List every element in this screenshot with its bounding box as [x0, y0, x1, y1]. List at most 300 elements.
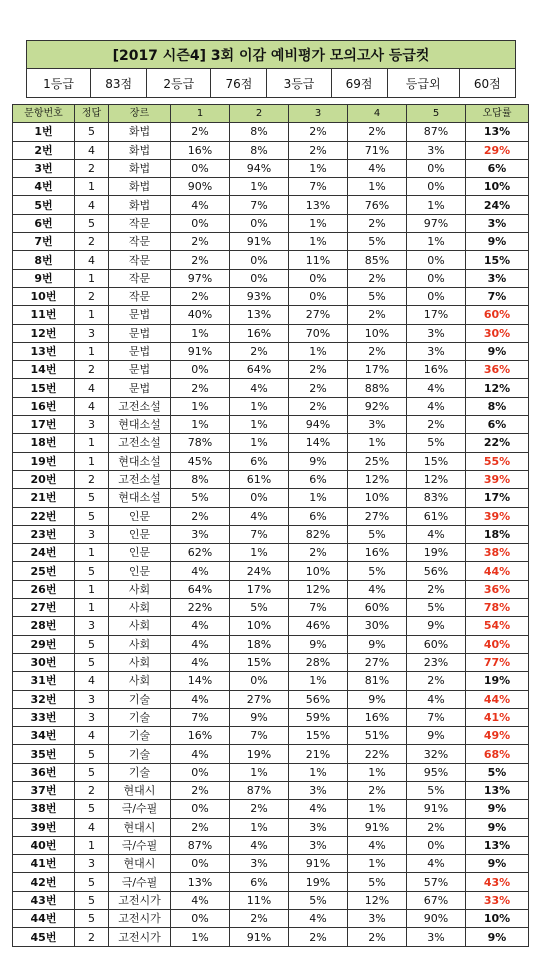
question-number: 38번 — [13, 800, 75, 818]
column-header-choice-3-rate: 3 — [289, 105, 348, 123]
question-number: 2번 — [13, 141, 75, 159]
choice-5-rate: 91% — [407, 800, 466, 818]
choice-2-rate: 64% — [230, 361, 289, 379]
choice-5-rate: 9% — [407, 727, 466, 745]
choice-4-rate: 9% — [348, 635, 407, 653]
choice-2-rate: 61% — [230, 470, 289, 488]
choice-1-rate: 5% — [171, 489, 230, 507]
genre: 문법 — [109, 379, 171, 397]
genre: 현대시 — [109, 818, 171, 836]
question-number: 22번 — [13, 507, 75, 525]
genre: 작문 — [109, 251, 171, 269]
grade-out-score: 60점 — [459, 69, 515, 98]
answer-rate-table — [12, 104, 529, 947]
choice-5-rate: 0% — [407, 269, 466, 287]
choice-4-rate: 27% — [348, 653, 407, 671]
choice-2-rate: 0% — [230, 214, 289, 232]
choice-4-rate: 10% — [348, 324, 407, 342]
choice-2-rate: 5% — [230, 599, 289, 617]
choice-3-rate: 21% — [289, 745, 348, 763]
choice-2-rate: 2% — [230, 800, 289, 818]
genre: 극/수필 — [109, 800, 171, 818]
choice-5-rate: 3% — [407, 324, 466, 342]
correct-answer: 4 — [75, 141, 109, 159]
question-number: 12번 — [13, 324, 75, 342]
genre: 작문 — [109, 287, 171, 305]
choice-4-rate: 92% — [348, 397, 407, 415]
correct-answer: 4 — [75, 818, 109, 836]
choice-5-rate: 67% — [407, 891, 466, 909]
choice-1-rate: 90% — [171, 178, 230, 196]
choice-1-rate: 22% — [171, 599, 230, 617]
genre: 문법 — [109, 361, 171, 379]
choice-2-rate: 6% — [230, 452, 289, 470]
error-rate: 13% — [466, 836, 529, 854]
choice-5-rate: 4% — [407, 397, 466, 415]
column-header-choice-5-rate: 5 — [407, 105, 466, 123]
grade-2-label: 2등급 — [147, 69, 211, 98]
table-row — [13, 489, 529, 507]
table-row — [13, 855, 529, 873]
genre: 현대시 — [109, 781, 171, 799]
choice-2-rate: 7% — [230, 727, 289, 745]
choice-2-rate: 1% — [230, 544, 289, 562]
choice-4-rate: 30% — [348, 617, 407, 635]
table-row — [13, 562, 529, 580]
choice-2-rate: 15% — [230, 653, 289, 671]
table-row — [13, 800, 529, 818]
correct-answer: 5 — [75, 507, 109, 525]
correct-answer: 4 — [75, 251, 109, 269]
correct-answer: 1 — [75, 342, 109, 360]
choice-2-rate: 13% — [230, 306, 289, 324]
choice-3-rate: 0% — [289, 269, 348, 287]
question-number: 40번 — [13, 836, 75, 854]
choice-3-rate: 13% — [289, 196, 348, 214]
table-row — [13, 617, 529, 635]
choice-5-rate: 5% — [407, 599, 466, 617]
question-number: 25번 — [13, 562, 75, 580]
choice-5-rate: 23% — [407, 653, 466, 671]
choice-4-rate: 1% — [348, 855, 407, 873]
choice-5-rate: 0% — [407, 178, 466, 196]
choice-4-rate: 71% — [348, 141, 407, 159]
choice-2-rate: 93% — [230, 287, 289, 305]
choice-4-rate: 5% — [348, 525, 407, 543]
grade-cut-header — [26, 40, 516, 98]
error-rate: 29% — [466, 141, 529, 159]
choice-5-rate: 95% — [407, 763, 466, 781]
genre: 현대소설 — [109, 489, 171, 507]
genre: 화법 — [109, 141, 171, 159]
genre: 사회 — [109, 653, 171, 671]
choice-2-rate: 1% — [230, 416, 289, 434]
choice-2-rate: 4% — [230, 836, 289, 854]
choice-4-rate: 22% — [348, 745, 407, 763]
table-row — [13, 233, 529, 251]
choice-3-rate: 1% — [289, 159, 348, 177]
genre: 화법 — [109, 123, 171, 141]
choice-1-rate: 1% — [171, 397, 230, 415]
column-header-error-rate: 오답률 — [466, 105, 529, 123]
choice-2-rate: 87% — [230, 781, 289, 799]
genre: 인문 — [109, 507, 171, 525]
choice-2-rate: 1% — [230, 178, 289, 196]
choice-2-rate: 9% — [230, 708, 289, 726]
error-rate: 60% — [466, 306, 529, 324]
choice-4-rate: 88% — [348, 379, 407, 397]
correct-answer: 5 — [75, 910, 109, 928]
question-number: 15번 — [13, 379, 75, 397]
choice-1-rate: 4% — [171, 745, 230, 763]
choice-4-rate: 10% — [348, 489, 407, 507]
genre: 문법 — [109, 306, 171, 324]
choice-5-rate: 3% — [407, 141, 466, 159]
choice-1-rate: 14% — [171, 672, 230, 690]
question-number: 31번 — [13, 672, 75, 690]
question-number: 18번 — [13, 434, 75, 452]
table-row — [13, 452, 529, 470]
table-row — [13, 818, 529, 836]
choice-1-rate: 2% — [171, 379, 230, 397]
choice-2-rate: 7% — [230, 196, 289, 214]
genre: 고전소설 — [109, 397, 171, 415]
choice-5-rate: 2% — [407, 580, 466, 598]
grade-1-label: 1등급 — [27, 69, 91, 98]
choice-1-rate: 4% — [171, 617, 230, 635]
error-rate: 38% — [466, 544, 529, 562]
question-number: 24번 — [13, 544, 75, 562]
genre: 현대시 — [109, 855, 171, 873]
choice-4-rate: 25% — [348, 452, 407, 470]
choice-1-rate: 87% — [171, 836, 230, 854]
choice-4-rate: 1% — [348, 763, 407, 781]
question-number: 8번 — [13, 251, 75, 269]
error-rate: 7% — [466, 287, 529, 305]
genre: 현대소설 — [109, 416, 171, 434]
choice-2-rate: 16% — [230, 324, 289, 342]
choice-2-rate: 0% — [230, 672, 289, 690]
error-rate: 49% — [466, 727, 529, 745]
choice-2-rate: 3% — [230, 855, 289, 873]
question-number: 7번 — [13, 233, 75, 251]
question-number: 35번 — [13, 745, 75, 763]
table-row — [13, 324, 529, 342]
correct-answer: 1 — [75, 580, 109, 598]
choice-3-rate: 2% — [289, 141, 348, 159]
error-rate: 22% — [466, 434, 529, 452]
choice-3-rate: 9% — [289, 452, 348, 470]
choice-3-rate: 7% — [289, 599, 348, 617]
column-header-genre: 장르 — [109, 105, 171, 123]
choice-1-rate: 4% — [171, 635, 230, 653]
error-rate: 44% — [466, 690, 529, 708]
choice-5-rate: 0% — [407, 159, 466, 177]
choice-2-rate: 0% — [230, 251, 289, 269]
grade-2-score: 76점 — [211, 69, 267, 98]
choice-5-rate: 1% — [407, 196, 466, 214]
choice-3-rate: 12% — [289, 580, 348, 598]
question-number: 42번 — [13, 873, 75, 891]
choice-2-rate: 8% — [230, 123, 289, 141]
choice-2-rate: 18% — [230, 635, 289, 653]
question-number: 3번 — [13, 159, 75, 177]
correct-answer: 1 — [75, 544, 109, 562]
choice-4-rate: 16% — [348, 544, 407, 562]
error-rate: 41% — [466, 708, 529, 726]
question-number: 14번 — [13, 361, 75, 379]
choice-4-rate: 4% — [348, 836, 407, 854]
genre: 고전소설 — [109, 470, 171, 488]
choice-1-rate: 40% — [171, 306, 230, 324]
table-row — [13, 159, 529, 177]
choice-4-rate: 60% — [348, 599, 407, 617]
error-rate: 10% — [466, 910, 529, 928]
error-rate: 36% — [466, 361, 529, 379]
correct-answer: 2 — [75, 361, 109, 379]
choice-5-rate: 56% — [407, 562, 466, 580]
choice-4-rate: 5% — [348, 873, 407, 891]
column-header-question-number: 문항번호 — [13, 105, 75, 123]
table-row — [13, 214, 529, 232]
genre: 고전시가 — [109, 891, 171, 909]
table-row — [13, 635, 529, 653]
question-number: 44번 — [13, 910, 75, 928]
table-row — [13, 653, 529, 671]
choice-1-rate: 45% — [171, 452, 230, 470]
choice-4-rate: 1% — [348, 178, 407, 196]
genre: 화법 — [109, 159, 171, 177]
error-rate: 10% — [466, 178, 529, 196]
choice-2-rate: 10% — [230, 617, 289, 635]
choice-3-rate: 2% — [289, 397, 348, 415]
correct-answer: 3 — [75, 708, 109, 726]
choice-4-rate: 12% — [348, 470, 407, 488]
choice-1-rate: 4% — [171, 690, 230, 708]
choice-4-rate: 5% — [348, 233, 407, 251]
error-rate: 24% — [466, 196, 529, 214]
choice-5-rate: 61% — [407, 507, 466, 525]
genre: 문법 — [109, 324, 171, 342]
grade-out-label: 등급외 — [387, 69, 459, 98]
choice-3-rate: 2% — [289, 361, 348, 379]
genre: 기술 — [109, 690, 171, 708]
choice-3-rate: 46% — [289, 617, 348, 635]
question-number: 39번 — [13, 818, 75, 836]
correct-answer: 3 — [75, 690, 109, 708]
error-rate: 9% — [466, 800, 529, 818]
question-number: 5번 — [13, 196, 75, 214]
error-rate: 19% — [466, 672, 529, 690]
choice-3-rate: 1% — [289, 763, 348, 781]
choice-1-rate: 16% — [171, 141, 230, 159]
error-rate: 3% — [466, 214, 529, 232]
error-rate: 9% — [466, 855, 529, 873]
genre: 작문 — [109, 233, 171, 251]
choice-1-rate: 0% — [171, 800, 230, 818]
genre: 문법 — [109, 342, 171, 360]
page-title: [2017 시즌4] 3회 이감 예비평가 모의고사 등급컷 — [27, 41, 516, 69]
error-rate: 40% — [466, 635, 529, 653]
table-row — [13, 178, 529, 196]
table-row — [13, 544, 529, 562]
correct-answer: 2 — [75, 781, 109, 799]
choice-3-rate: 70% — [289, 324, 348, 342]
choice-5-rate: 1% — [407, 233, 466, 251]
choice-5-rate: 16% — [407, 361, 466, 379]
choice-4-rate: 2% — [348, 342, 407, 360]
choice-1-rate: 97% — [171, 269, 230, 287]
genre: 작문 — [109, 269, 171, 287]
table-row — [13, 507, 529, 525]
table-row — [13, 379, 529, 397]
table-row — [13, 361, 529, 379]
correct-answer: 2 — [75, 928, 109, 946]
choice-1-rate: 2% — [171, 287, 230, 305]
choice-1-rate: 0% — [171, 159, 230, 177]
genre: 고전소설 — [109, 434, 171, 452]
genre: 기술 — [109, 763, 171, 781]
choice-4-rate: 85% — [348, 251, 407, 269]
choice-2-rate: 0% — [230, 269, 289, 287]
table-row — [13, 269, 529, 287]
question-number: 30번 — [13, 653, 75, 671]
choice-3-rate: 11% — [289, 251, 348, 269]
choice-3-rate: 10% — [289, 562, 348, 580]
choice-4-rate: 3% — [348, 416, 407, 434]
table-row — [13, 745, 529, 763]
choice-3-rate: 19% — [289, 873, 348, 891]
correct-answer: 5 — [75, 745, 109, 763]
choice-5-rate: 4% — [407, 690, 466, 708]
choice-1-rate: 16% — [171, 727, 230, 745]
table-header-row — [13, 105, 529, 123]
correct-answer: 4 — [75, 379, 109, 397]
choice-5-rate: 7% — [407, 708, 466, 726]
genre: 화법 — [109, 178, 171, 196]
error-rate: 44% — [466, 562, 529, 580]
choice-2-rate: 19% — [230, 745, 289, 763]
choice-1-rate: 0% — [171, 910, 230, 928]
grade-3-score: 69점 — [331, 69, 387, 98]
table-row — [13, 763, 529, 781]
choice-1-rate: 13% — [171, 873, 230, 891]
table-row — [13, 781, 529, 799]
error-rate: 6% — [466, 159, 529, 177]
choice-1-rate: 4% — [171, 562, 230, 580]
table-row — [13, 434, 529, 452]
choice-4-rate: 91% — [348, 818, 407, 836]
choice-5-rate: 90% — [407, 910, 466, 928]
choice-4-rate: 27% — [348, 507, 407, 525]
genre: 사회 — [109, 617, 171, 635]
error-rate: 54% — [466, 617, 529, 635]
choice-3-rate: 15% — [289, 727, 348, 745]
correct-answer: 1 — [75, 836, 109, 854]
choice-3-rate: 27% — [289, 306, 348, 324]
error-rate: 9% — [466, 818, 529, 836]
genre: 고전시가 — [109, 928, 171, 946]
correct-answer: 4 — [75, 196, 109, 214]
choice-5-rate: 17% — [407, 306, 466, 324]
choice-3-rate: 3% — [289, 781, 348, 799]
question-number: 4번 — [13, 178, 75, 196]
correct-answer: 4 — [75, 672, 109, 690]
choice-5-rate: 3% — [407, 928, 466, 946]
correct-answer: 1 — [75, 452, 109, 470]
question-number: 6번 — [13, 214, 75, 232]
error-rate: 33% — [466, 891, 529, 909]
question-number: 23번 — [13, 525, 75, 543]
error-rate: 9% — [466, 928, 529, 946]
correct-answer: 5 — [75, 873, 109, 891]
choice-3-rate: 6% — [289, 470, 348, 488]
table-row — [13, 196, 529, 214]
choice-5-rate: 4% — [407, 379, 466, 397]
correct-answer: 2 — [75, 233, 109, 251]
correct-answer: 5 — [75, 891, 109, 909]
column-header-correct-answer: 정답 — [75, 105, 109, 123]
error-rate: 17% — [466, 489, 529, 507]
table-row — [13, 525, 529, 543]
choice-4-rate: 12% — [348, 891, 407, 909]
choice-5-rate: 0% — [407, 836, 466, 854]
choice-2-rate: 91% — [230, 233, 289, 251]
table-row — [13, 123, 529, 141]
choice-1-rate: 0% — [171, 214, 230, 232]
correct-answer: 3 — [75, 324, 109, 342]
choice-4-rate: 4% — [348, 580, 407, 598]
genre: 사회 — [109, 635, 171, 653]
correct-answer: 5 — [75, 214, 109, 232]
table-row — [13, 251, 529, 269]
table-row — [13, 580, 529, 598]
choice-1-rate: 91% — [171, 342, 230, 360]
choice-3-rate: 3% — [289, 818, 348, 836]
correct-answer: 1 — [75, 306, 109, 324]
choice-4-rate: 9% — [348, 690, 407, 708]
choice-3-rate: 2% — [289, 928, 348, 946]
error-rate: 78% — [466, 599, 529, 617]
table-row — [13, 836, 529, 854]
choice-1-rate: 2% — [171, 251, 230, 269]
choice-4-rate: 1% — [348, 800, 407, 818]
correct-answer: 3 — [75, 525, 109, 543]
question-number: 29번 — [13, 635, 75, 653]
correct-answer: 5 — [75, 489, 109, 507]
genre: 인문 — [109, 544, 171, 562]
error-rate: 13% — [466, 123, 529, 141]
table-row — [13, 891, 529, 909]
choice-3-rate: 28% — [289, 653, 348, 671]
question-number: 13번 — [13, 342, 75, 360]
choice-5-rate: 0% — [407, 251, 466, 269]
correct-answer: 1 — [75, 599, 109, 617]
choice-5-rate: 32% — [407, 745, 466, 763]
choice-1-rate: 0% — [171, 763, 230, 781]
choice-5-rate: 2% — [407, 818, 466, 836]
choice-3-rate: 1% — [289, 672, 348, 690]
error-rate: 12% — [466, 379, 529, 397]
error-rate: 15% — [466, 251, 529, 269]
genre: 사회 — [109, 672, 171, 690]
error-rate: 9% — [466, 342, 529, 360]
choice-5-rate: 2% — [407, 416, 466, 434]
choice-2-rate: 24% — [230, 562, 289, 580]
correct-answer: 5 — [75, 653, 109, 671]
choice-3-rate: 82% — [289, 525, 348, 543]
choice-2-rate: 1% — [230, 397, 289, 415]
